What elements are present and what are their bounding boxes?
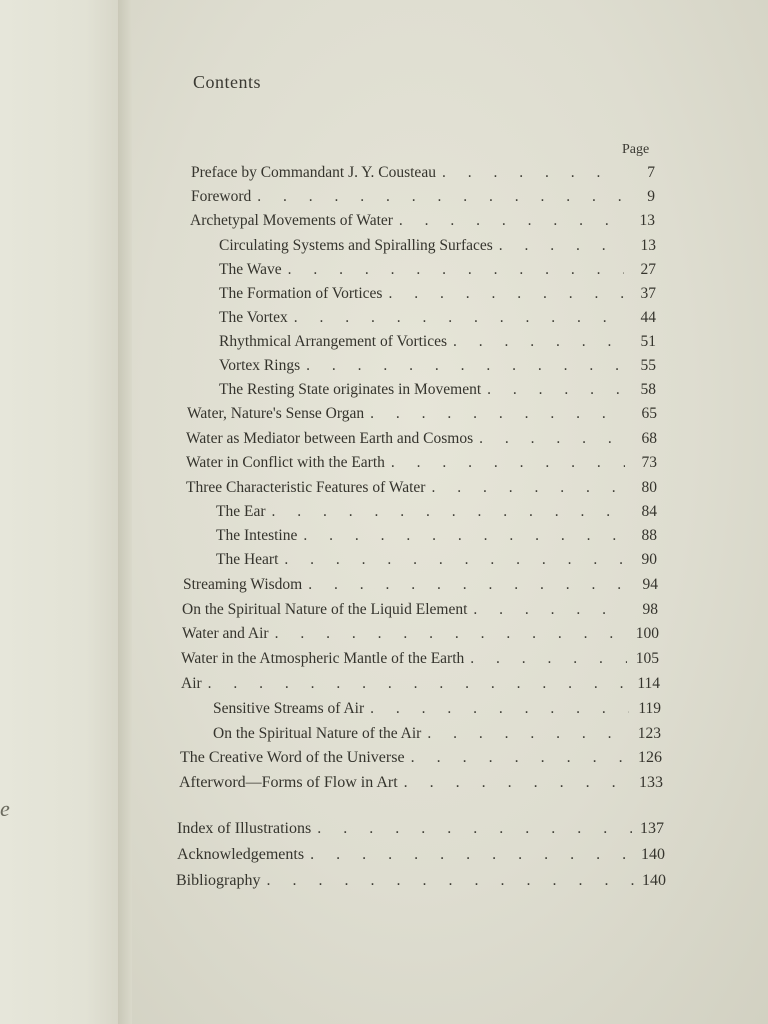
toc-dot-leader — [431, 479, 625, 497]
toc-entry — [219, 333, 656, 351]
toc-entry-title: The Intestine — [216, 527, 298, 544]
toc-entry-page-number: 133 — [639, 774, 663, 791]
toc-entry-page-number: 51 — [640, 333, 656, 350]
toc-entry-page-number: 27 — [640, 261, 656, 278]
toc-entry — [190, 212, 655, 230]
toc-dot-leader — [370, 700, 629, 718]
toc-entry — [187, 405, 657, 423]
toc-dot-leader — [257, 188, 623, 206]
toc-dot-leader — [411, 749, 630, 767]
page-title: Contents — [193, 72, 262, 92]
left-page-edge-text: e — [0, 796, 10, 821]
toc-entry — [186, 430, 657, 448]
toc-entry — [182, 601, 658, 619]
toc-dot-leader — [388, 285, 624, 303]
toc-dot-leader — [453, 333, 624, 351]
toc-dot-leader — [310, 846, 633, 864]
toc-entry-title: Air — [181, 675, 202, 692]
toc-entry-page-number: 100 — [635, 625, 659, 642]
toc-dot-leader — [479, 430, 625, 448]
toc-dot-leader — [391, 454, 625, 472]
toc-entry-title: Rhythmical Arrangement of Vortices — [219, 333, 448, 350]
toc-entry-page-number: 90 — [641, 551, 657, 568]
toc-entry-title: Water in Conflict with the Earth — [186, 454, 385, 471]
toc-entry-title: The Vortex — [219, 309, 288, 326]
toc-entry-page-number: 84 — [641, 503, 657, 520]
toc-entry — [213, 700, 661, 718]
toc-entry — [179, 774, 663, 792]
toc-entry-title: Archetypal Movements of Water — [190, 212, 393, 229]
toc-entry — [177, 820, 664, 838]
toc-entry-title: Index of Illustrations — [177, 820, 312, 837]
toc-entry — [191, 188, 655, 206]
toc-entry-title: The Formation of Vortices — [219, 285, 383, 302]
toc-entry-page-number: 140 — [641, 846, 665, 863]
toc-entry-title: On the Spiritual Nature of the Liquid Element — [182, 601, 468, 618]
toc-entry-page-number: 37 — [640, 285, 656, 302]
toc-entry-page-number: 7 — [647, 164, 655, 181]
toc-entry — [219, 285, 656, 303]
toc-dot-leader — [370, 405, 625, 423]
toc-entry-page-number: 9 — [647, 188, 655, 205]
toc-entry-title: Preface by Commandant J. Y. Cousteau — [191, 164, 436, 181]
toc-entry — [183, 576, 658, 594]
toc-entry-title: Sensitive Streams of Air — [213, 700, 365, 717]
toc-entry-page-number: 65 — [641, 405, 657, 422]
toc-entry-page-number: 105 — [635, 650, 659, 667]
toc-dot-leader — [303, 527, 625, 545]
toc-entry — [219, 237, 656, 255]
toc-entry-title: Water as Mediator between Earth and Cosmos — [186, 430, 474, 447]
toc-entry — [191, 164, 655, 182]
toc-entry — [216, 527, 657, 545]
toc-entry — [182, 625, 659, 643]
toc-entry — [216, 551, 657, 569]
toc-entry-title: The Heart — [216, 551, 279, 568]
toc-dot-leader — [275, 625, 627, 643]
toc-entry-title: Foreword — [191, 188, 252, 205]
toc-entry — [177, 846, 665, 864]
toc-entry-title: Vortex Rings — [219, 357, 301, 374]
toc-entry-page-number: 88 — [641, 527, 657, 544]
toc-dot-leader — [499, 237, 624, 255]
toc-dot-leader — [399, 212, 623, 230]
toc-dot-leader — [442, 164, 623, 182]
toc-dot-leader — [306, 357, 624, 375]
toc-entry-page-number: 58 — [640, 381, 656, 398]
toc-dot-leader — [266, 872, 634, 890]
toc-entry-title: Circulating Systems and Spiralling Surfaces — [219, 237, 493, 254]
toc-dot-leader — [487, 381, 624, 399]
toc-entry-page-number: 94 — [642, 576, 658, 593]
toc-entry-title: Streaming Wisdom — [183, 576, 303, 593]
toc-dot-leader — [427, 725, 629, 743]
toc-entry-title: On the Spiritual Nature of the Air — [213, 725, 422, 742]
toc-entry-title: The Creative Word of the Universe — [180, 749, 405, 766]
toc-entry — [219, 357, 656, 375]
toc-entry — [176, 872, 666, 890]
toc-entry-page-number: 119 — [638, 700, 661, 717]
toc-entry-page-number: 55 — [640, 357, 656, 374]
toc-dot-leader — [271, 503, 625, 521]
toc-entry — [213, 725, 661, 743]
toc-dot-leader — [294, 309, 624, 327]
toc-entry-page-number: 68 — [641, 430, 657, 447]
toc-entry-title: Water in the Atmospheric Mantle of the Earth — [181, 650, 465, 667]
toc-entry-title: The Ear — [216, 503, 266, 520]
toc-entry — [186, 479, 657, 497]
toc-entry-page-number: 126 — [638, 749, 662, 766]
toc-dot-leader — [404, 774, 631, 792]
toc-entry — [181, 650, 659, 668]
toc-entry-title: Water, Nature's Sense Organ — [187, 405, 365, 422]
toc-entry — [219, 261, 656, 279]
toc-dot-leader — [288, 261, 624, 279]
toc-entry — [180, 749, 662, 767]
toc-entry — [216, 503, 657, 521]
toc-entry-page-number: 73 — [641, 454, 657, 471]
toc-entry — [186, 454, 657, 472]
toc-entry-page-number: 98 — [642, 601, 658, 618]
toc-entry-title: Water and Air — [182, 625, 269, 642]
toc-entry-page-number: 44 — [640, 309, 656, 326]
toc-entry-page-number: 80 — [641, 479, 657, 496]
toc-dot-leader — [317, 820, 632, 838]
toc-dot-leader — [308, 576, 626, 594]
toc-entry-page-number: 114 — [637, 675, 660, 692]
toc-dot-leader — [470, 650, 627, 668]
toc-entry-title: Bibliography — [176, 872, 261, 889]
toc-dot-leader — [208, 675, 628, 693]
toc-entry-page-number: 13 — [640, 237, 656, 254]
toc-entry-page-number: 123 — [637, 725, 661, 742]
toc-dot-leader — [473, 601, 626, 619]
toc-entry — [181, 675, 660, 693]
toc-entry-page-number: 13 — [639, 212, 655, 229]
toc-entry-title: Acknowledgements — [177, 846, 305, 863]
toc-entry-title: Afterword—Forms of Flow in Art — [179, 774, 398, 791]
toc-dot-leader — [284, 551, 625, 569]
toc-entry — [219, 381, 656, 399]
toc-entry-page-number: 140 — [642, 872, 666, 889]
page-column-heading: Page — [622, 142, 650, 157]
toc-entry-title: Three Characteristic Features of Water — [186, 479, 426, 496]
toc-entry-page-number: 137 — [640, 820, 664, 837]
toc-entry — [219, 309, 656, 327]
toc-entry-title: The Wave — [219, 261, 282, 278]
toc-entry-title: The Resting State originates in Movement — [219, 381, 482, 398]
